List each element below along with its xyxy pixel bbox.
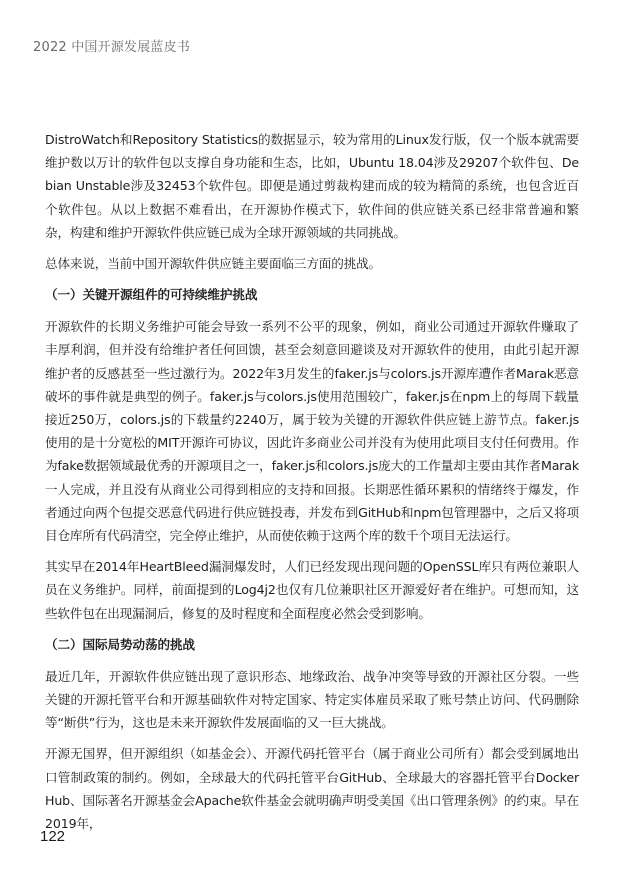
paragraph-export-control: 开源无国界，但开源组织（如基金会）、开源代码托管平台（属于商业公司所有）都会受到属地出口管制政策的制约。例如，全球最大的代码托管平台GitHub、全球最大的容器托管平台Docker Hub、国际著名开源基金会Apache软件基金会就明确声明受美国《出口管理条例》的约束。早在2019年， <box>45 746 579 832</box>
paragraph-faker-colors-incident: 开源软件的长期义务维护可能会导致一系列不公平的现象，例如，商业公司通过开源软件赚取了丰厚利润，但并没有给维护者任何回馈，甚至会刻意回避谈及对开源软件的使用，由此引起开源维护者的反感甚至一些过激行为。2022年3月发生的faker.js与colors.js开源库遭作者Marak恶意破坏的事件就是典型的例子。faker.js与colors.js使用范围较广，faker.js在npm上的每周下载量接近250万，colors.js的下载量约2240万，属于较为关键的开源软件供应链上游节点。faker.js使用的是十分宽松的MIT开源许可协议，因此许多商业公司并没有为使用此项目支付任何费用。作为fake数据领域最优秀的开源项目之一，faker.js和colors.js庞大的工作量却主要由其作者Marak一人完成，并且没有从商业公司得到相应的支持和回报。长期恶性循环累积的情绪终于爆发，作者通过向两个包提交恶意代码进行供应链投毒，并发布到GitHub和npm包管理器中，之后又将项目仓库所有代码清空，完全停止维护，从而使依赖于这两个库的数千个项目无法运行。 <box>45 319 579 544</box>
paragraph-community-split: 最近几年，开源软件供应链出现了意识形态、地缘政治、战争冲突等导致的开源社区分裂。一些关键的开源托管平台和开源基础软件对特定国家、特定实体雇员采取了账号禁止访问、代码删除等“断供”行为，这也是未来开源软件发展面临的又一巨大挑战。 <box>45 668 579 731</box>
paragraph-heartbleed-openssl: 其实早在2014年HeartBleed漏洞爆发时，人们已经发现出现问题的OpenSSL库只有两位兼职人员在义务维护。同样，前面提到的Log4j2也仅有几位兼职社区开源爱好者在维护。可想而知，这些软件包在出现漏洞后，修复的及时程度和全面程度必然会受到影响。 <box>45 559 579 621</box>
section-heading-international-situation: （二）国际局势动荡的挑战 <box>45 636 195 652</box>
page-number: 122 <box>40 828 66 845</box>
section-heading-sustainable-maintenance: （一）关键开源组件的可持续维护挑战 <box>45 287 258 303</box>
paragraph-linux-distro-stats: DistroWatch和Repository Statistics的数据显示，较为常用的Linux发行版，仅一个版本就需要维护数以万计的软件包以支撑自身功能和生态，比如，Ubuntu 18.04涉及29207个软件包、Debian Unstable涉及32453个软件包。即便是通过剪裁构建而成的较为精简的系统，也包含近百个软件包。从以上数据不难看出，在开源协作模式下，软件间的供应链关系已经非常普遍和繁杂，构建和维护开源软件供应链已成为全球开源领域的共同挑战。 <box>45 132 579 240</box>
paragraph-three-challenges-intro: 总体来说，当前中国开源软件供应链主要面临三方面的挑战。 <box>45 256 381 272</box>
running-header-title: 2022 中国开源发展蓝皮书 <box>33 40 191 55</box>
page-body <box>45 128 579 843</box>
